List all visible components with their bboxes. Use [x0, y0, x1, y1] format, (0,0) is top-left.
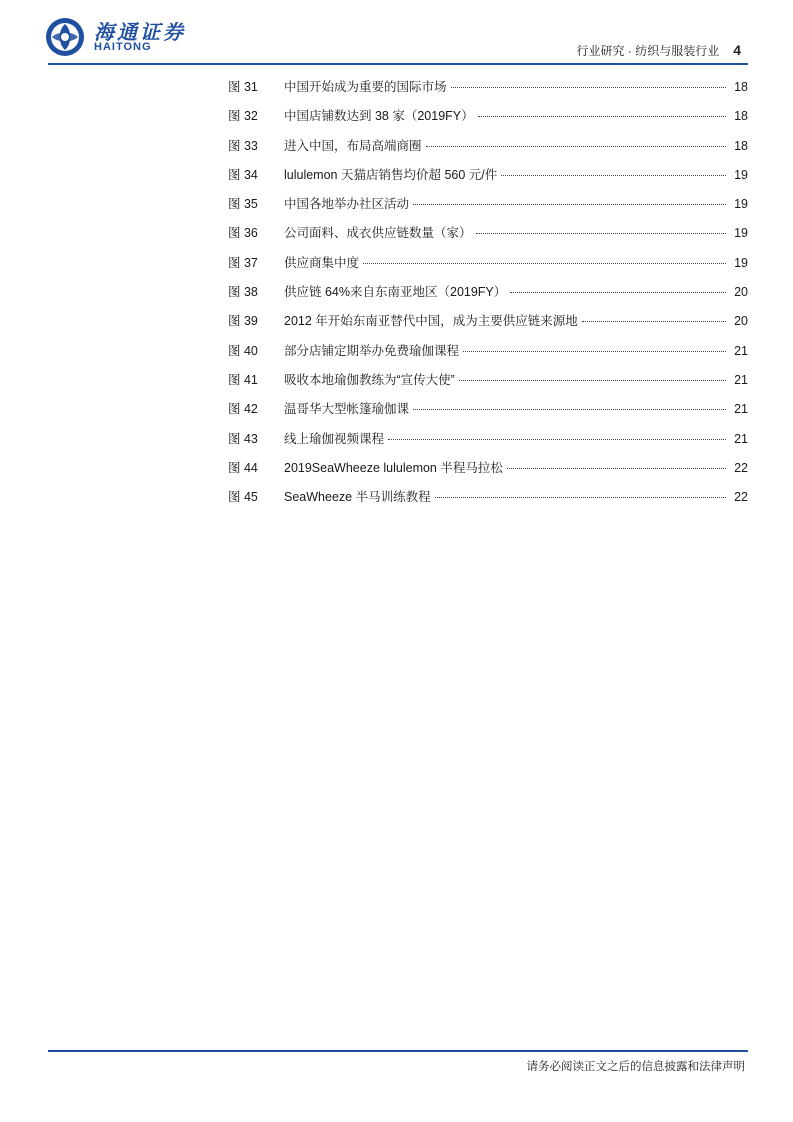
figure-number: 图 44 [228, 460, 258, 475]
figure-title: 线上瑜伽视频课程 [284, 431, 385, 446]
page-ref: 21 [734, 372, 748, 387]
toc-entry[interactable] [228, 78, 748, 107]
figure-number: 图 34 [228, 167, 258, 182]
toc-entry[interactable] [228, 137, 748, 166]
figure-number: 图 32 [228, 109, 258, 124]
leader-dots [451, 87, 726, 88]
header-divider [48, 63, 748, 65]
figure-title: 中国各地举办社区活动 [284, 197, 410, 212]
page-ref: 21 [734, 402, 748, 417]
toc-entry[interactable] [228, 488, 748, 517]
toc-entry[interactable] [228, 371, 748, 400]
page-ref: 19 [734, 226, 748, 241]
figure-index [228, 78, 748, 517]
leader-dots [507, 468, 726, 469]
leader-dots [478, 116, 726, 117]
figure-number: 图 38 [228, 285, 258, 300]
figure-number: 图 40 [228, 343, 258, 358]
haitong-logo-icon [44, 16, 86, 58]
toc-entry[interactable] [228, 195, 748, 224]
page-ref: 20 [734, 285, 748, 300]
toc-entry[interactable] [228, 224, 748, 253]
toc-entry[interactable] [228, 342, 748, 371]
page-ref: 20 [734, 314, 748, 329]
header-section [577, 42, 741, 59]
brand-name-cn: 海通证券 [94, 20, 186, 44]
haitong-logo [44, 16, 194, 60]
leader-dots [413, 204, 726, 205]
figure-title: 吸收本地瑜伽教练为“宣传大使” [284, 372, 455, 387]
leader-dots [435, 497, 726, 498]
figure-title: 2019SeaWheeze lululemon 半程马拉松 [284, 460, 503, 475]
toc-entry[interactable] [228, 459, 748, 488]
figure-number: 图 42 [228, 402, 258, 417]
figure-title: 供应商集中度 [284, 255, 360, 270]
page-ref: 22 [734, 460, 748, 475]
figure-number: 图 35 [228, 197, 258, 212]
page-ref: 22 [734, 490, 748, 505]
toc-entry[interactable] [228, 430, 748, 459]
leader-dots [363, 263, 726, 264]
figure-title: 2012 年开始东南亚替代中国，成为主要供应链来源地 [284, 314, 578, 329]
leader-dots [476, 233, 726, 234]
figure-title: 中国店铺数达到 38 家（2019FY） [284, 109, 474, 124]
figure-number: 图 45 [228, 490, 258, 505]
figure-number: 图 33 [228, 138, 258, 153]
leader-dots [388, 439, 726, 440]
footer-divider [48, 1050, 748, 1052]
page-ref: 18 [734, 80, 748, 94]
figure-title: 进入中国，布局高端商圈 [284, 138, 422, 153]
toc-entry[interactable] [228, 107, 748, 136]
toc-entry[interactable] [228, 400, 748, 429]
page-ref: 18 [734, 138, 748, 153]
page-ref: 19 [734, 197, 748, 212]
figure-title: SeaWheeze 半马训练教程 [284, 490, 431, 505]
figure-number: 图 36 [228, 226, 258, 241]
figure-number: 图 31 [228, 80, 258, 94]
figure-title: 温哥华大型帐篷瑜伽课 [284, 402, 410, 417]
brand-name-en: HAITONG [94, 41, 152, 53]
leader-dots [501, 175, 726, 176]
page-ref: 18 [734, 109, 748, 124]
figure-number: 图 43 [228, 431, 258, 446]
leader-dots [413, 409, 726, 410]
section-label: 行业研究 · 纺织与服装行业 [576, 44, 720, 58]
footer-disclaimer: 请务必阅读正文之后的信息披露和法律声明 [526, 1061, 745, 1073]
leader-dots [463, 351, 726, 352]
page-ref: 19 [734, 255, 748, 270]
page-ref: 21 [734, 343, 748, 358]
figure-title: 供应链 64%来自东南亚地区（2019FY） [284, 285, 507, 300]
page-header [0, 0, 793, 70]
figure-number: 图 37 [228, 255, 258, 270]
figure-title: 部分店铺定期举办免费瑜伽课程 [284, 343, 460, 358]
leader-dots [426, 146, 726, 147]
toc-entry[interactable] [228, 312, 748, 341]
page-number: 4 [733, 42, 741, 58]
figure-title: 公司面料、成衣供应链数量（家） [284, 226, 472, 241]
toc-entry[interactable] [228, 254, 748, 283]
figure-number: 图 39 [228, 314, 258, 329]
page-ref: 21 [734, 431, 748, 446]
figure-title: 中国开始成为重要的国际市场 [284, 80, 447, 94]
toc-entry[interactable] [228, 283, 748, 312]
leader-dots [459, 380, 726, 381]
page-ref: 19 [734, 167, 748, 182]
toc-entry[interactable] [228, 166, 748, 195]
figure-title: lululemon 天猫店销售均价超 560 元/件 [284, 167, 498, 182]
leader-dots [510, 292, 726, 293]
figure-number: 图 41 [228, 372, 258, 387]
leader-dots [582, 321, 726, 322]
